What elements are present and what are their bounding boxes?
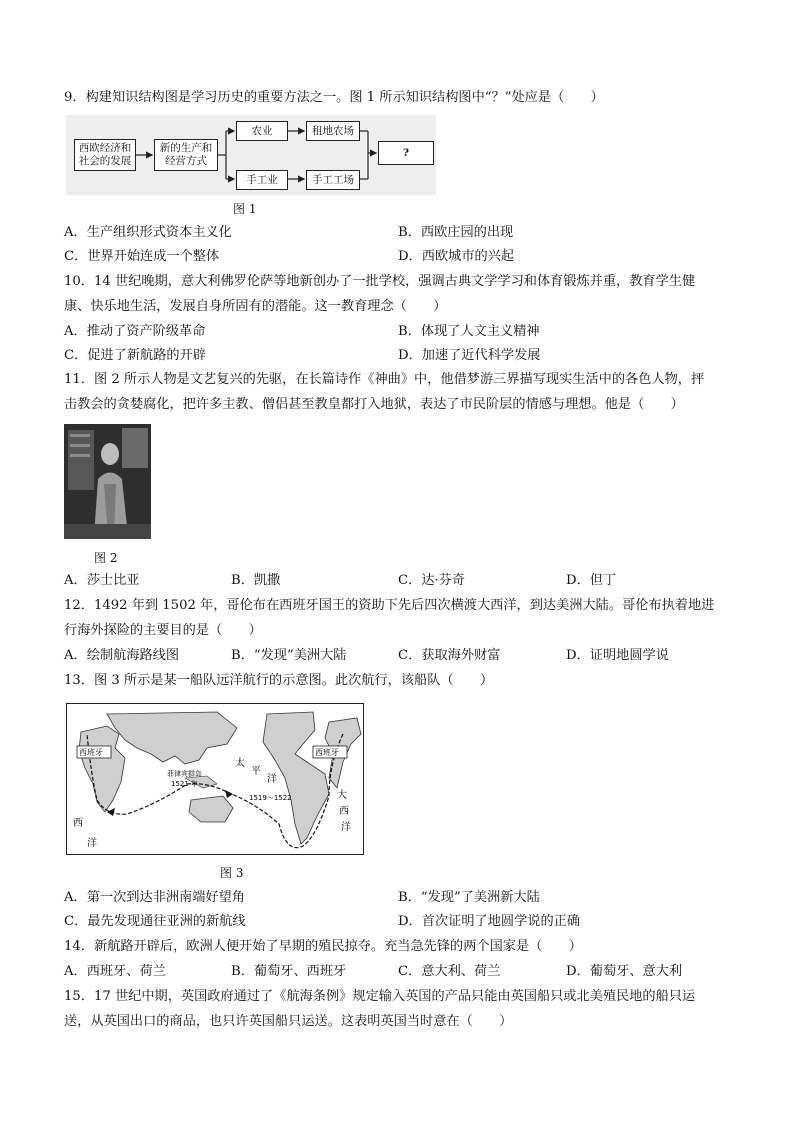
q9-stem: 9．构建知识结构图是学习历史的重要方法之一。图 1 所示知识结构图中“？”处应是（ ） [64, 90, 604, 105]
q14-option-d: D．葡萄牙、意大利 [566, 964, 683, 979]
q9-option-a: A．生产组织形式资本主义化 [64, 225, 232, 240]
map-label-indian-2: 洋 [87, 838, 97, 849]
australia-landmass [189, 796, 233, 822]
q10-option-a: A．推动了资产阶级革命 [64, 324, 206, 339]
route-arrow-1 [225, 790, 233, 798]
map-label-indian-1: 西 [73, 818, 83, 829]
q11-stem-line-1: 11．图 2 所示人物是文艺复兴的先驱，在长篇诗作《神曲》中，他借梦游三界描写现实生活中的各色人物，抨 [64, 372, 705, 387]
map-label-pacific-3: 洋 [267, 774, 277, 785]
q11-option-c: C．达·芬奇 [398, 573, 466, 588]
figure-3-voyage-map [66, 703, 364, 855]
figure-3-caption: 图 3 [220, 866, 244, 880]
figure-1-caption: 图 1 [233, 202, 257, 216]
q12-option-b: B．“发现”美洲大陆 [231, 648, 347, 663]
q12-option-c: C．获取海外财富 [398, 648, 501, 663]
map-label-atlantic-2: 西 [339, 806, 349, 817]
portrait-illustration [64, 424, 151, 539]
asia-landmass [107, 712, 237, 764]
q11-stem-line-2: 击教会的贪婪腐化，把许多主教、僧侣甚至教皇都打入地狱，表达了市民阶层的情感与理想。他是（ ） [64, 397, 684, 412]
world-map-svg [67, 704, 363, 854]
diagram-middle-box: 新的生产和经营方式 [154, 139, 218, 171]
q13-option-a: A．第一次到达非洲南端好望角 [64, 890, 245, 905]
q9-option-c: C．世界开始连成一个整体 [64, 249, 220, 264]
map-label-spain-left: 西班牙 [79, 748, 103, 757]
q11-option-b: B．凯撒 [231, 573, 281, 588]
map-label-atlantic-3: 洋 [341, 822, 351, 833]
map-label-philippines: 菲律宾群岛 [167, 770, 202, 778]
q10-option-c: C．促进了新航路的开辟 [64, 348, 206, 363]
q12-stem-line-1: 12．1492 年到 1502 年，哥伦布在西班牙国王的资助下先后四次横渡大西洋，到达美洲大陆。哥伦布执着地进 [64, 598, 715, 613]
q11-option-d: D．但丁 [566, 573, 617, 588]
map-label-years: 1519～1522 [249, 794, 292, 802]
q14-option-a: A．西班牙、荷兰 [64, 964, 166, 979]
q13-option-d: D．首次证明了地圆学说的正确 [398, 914, 581, 929]
diagram-handicraft-box: 手工业 [236, 170, 288, 190]
q14-stem: 14．新航路开辟后，欧洲人便开始了早期的殖民掠夺。充当急先锋的两个国家是（ ） [64, 939, 582, 954]
q9-option-d: D．西欧城市的兴起 [398, 249, 515, 264]
q15-stem-line-1: 15．17 世纪中期，英国政府通过了《航海条例》规定输入英国的产品只能由英国船只或北美殖民地的船只运 [64, 989, 696, 1004]
q13-option-c: C．最先发现通往亚洲的新航线 [64, 914, 246, 929]
map-label-pacific-1: 太 [235, 758, 245, 769]
q12-option-d: D．证明地圆学说 [566, 648, 669, 663]
q13-stem: 13．图 3 所示是某一船队远洋航行的示意图。此次航行，该船队（ ） [64, 673, 494, 688]
q14-option-b: B．葡萄牙、西班牙 [231, 964, 347, 979]
q10-stem-line-2: 康、快乐地生活，发展自身所固有的潜能。这一教育理念（ ） [64, 299, 447, 314]
figure-2-portrait-photo [64, 424, 151, 539]
q12-option-a: A．绘制航海路线图 [64, 648, 180, 663]
route-arrow-2 [107, 808, 115, 816]
q10-option-b: B．体现了人文主义精神 [398, 324, 540, 339]
diagram-agriculture-box: 农业 [236, 121, 288, 141]
diagram-workshop-box: 手工工场 [306, 170, 360, 190]
q12-stem-line-2: 行海外探险的主要目的是（ ） [64, 623, 262, 638]
figure-1-diagram [66, 115, 436, 195]
map-label-atlantic-1: 大 [337, 790, 347, 801]
q15-stem-line-2: 送，从英国出口的商品，也只许英国船只运送。这表明英国当时意在（ ） [64, 1014, 513, 1029]
map-label-1521: 1521 年 [171, 780, 199, 788]
q10-option-d: D．加速了近代科学发展 [398, 348, 541, 363]
map-label-spain-right: 西班牙 [315, 748, 339, 757]
map-label-pacific-2: 平 [251, 766, 261, 777]
q10-stem-line-1: 10．14 世纪晚期，意大利佛罗伦萨等地新创办了一批学校，强调古典文学学习和体育锻炼并重，教育学生健 [64, 274, 696, 289]
q9-option-b: B．西欧庄园的出现 [398, 225, 514, 240]
q11-option-a: A．莎士比亚 [64, 573, 140, 588]
diagram-result-box: ? [378, 141, 434, 165]
africa-landmass [79, 726, 125, 812]
diagram-root-box: 西欧经济和社会的发展 [74, 139, 136, 171]
q13-option-b: B．“发现”了美洲新大陆 [398, 890, 540, 905]
figure-2-caption: 图 2 [94, 551, 118, 565]
q14-option-c: C．意大利、荷兰 [398, 964, 501, 979]
diagram-farm-box: 租地农场 [306, 121, 360, 141]
